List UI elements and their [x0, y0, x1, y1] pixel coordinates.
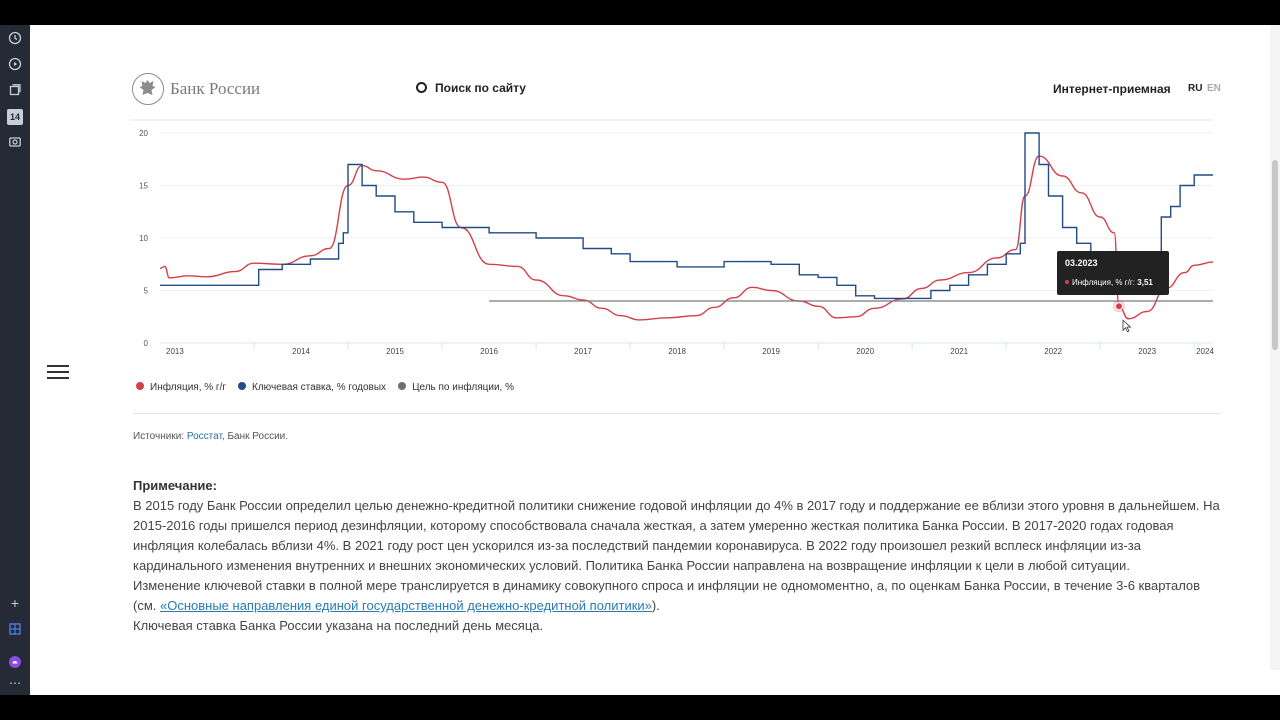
chart-legend: [136, 382, 526, 393]
eagle-emblem-icon: [132, 73, 164, 105]
x-tick-label: 2022: [1044, 347, 1063, 356]
y-tick-label: 10: [139, 234, 148, 243]
legend-label: Цель по инфляции, %: [412, 382, 514, 393]
tooltip-value: 3,51: [1137, 278, 1153, 287]
y-tick-label: 0: [143, 339, 148, 348]
y-tick-label: 20: [139, 129, 148, 138]
x-tick-label: 2020: [856, 347, 875, 356]
search-label: Поиск по сайту: [435, 81, 526, 95]
x-tick-label: 2021: [950, 347, 969, 356]
play-icon[interactable]: [7, 57, 23, 73]
tooltip-row: [1065, 278, 1153, 287]
tooltip-date: 03.2023: [1065, 258, 1098, 268]
x-tick-label: 2015: [386, 347, 404, 356]
legend-item[interactable]: [136, 382, 226, 393]
note-title: Примечание:: [133, 478, 217, 493]
legend-swatch: [238, 382, 246, 390]
sources-line: [133, 431, 288, 442]
highlight-point: [1115, 303, 1122, 310]
logo-text: Банк России: [170, 79, 261, 98]
sources-prefix: Источники:: [133, 431, 185, 442]
x-tick-label: 2019: [762, 347, 781, 356]
note-paragraph-2: [133, 576, 1223, 616]
mouse-cursor-icon: [1123, 320, 1131, 332]
more-icon[interactable]: ⋯: [9, 676, 21, 690]
chart-svg: [130, 120, 1220, 365]
browser-sidebar: [0, 25, 30, 695]
tooltip-series-dot: [1065, 280, 1069, 284]
hamburger-menu-icon[interactable]: [47, 365, 69, 379]
chart-tooltip: [1057, 251, 1169, 295]
x-tick-label: 2017: [574, 347, 592, 356]
x-tick-label: 2014: [292, 347, 310, 356]
x-tick-label: 2018: [668, 347, 686, 356]
y-tick-label: 5: [143, 286, 148, 296]
tooltip-label: Инфляция, % г/г:: [1072, 278, 1136, 287]
page-content: [30, 25, 1270, 670]
scrollbar-thumb[interactable]: [1272, 160, 1278, 350]
legend-swatch: [398, 382, 406, 390]
x-tick-label: 2013: [166, 347, 184, 356]
note-block: [133, 476, 1223, 636]
page-scrollbar[interactable]: [1270, 25, 1280, 670]
rosstat-link[interactable]: Росстат: [186, 431, 222, 442]
monetary-policy-guidelines-link[interactable]: «Основные направления единой государственной денежно-кредитной политики»: [160, 598, 652, 613]
collections-icon[interactable]: [7, 83, 23, 99]
note-paragraph-1: В 2015 году Банк России определил целью денежно-кредитной политики снижение годовой инфляции до 4% в 2017 году и поддержание ее вблизи этого уровня в дальнейшем. На 2015-2016 годы пришелся период дезинфляции, которому способствовала сначала жесткая, а затем умеренно жесткая политика Банка России. В 2017-2020 годах годовая инфляция колебалась вблизи 4%. В 2021 году рост цен ускорился из-за последствий пандемии коронавируса. В 2022 году произошел резкий всплеск инфляции из-за кардинального изменения внутренних и внешних экономических условий. Политика Банка России направлена на возвращение инфляции к цели в любой ситуации.: [133, 498, 1220, 573]
legend-label: Ключевая ставка, % годовых: [252, 382, 387, 393]
x-tick-label: 2024: [1196, 347, 1214, 356]
alice-icon[interactable]: [7, 655, 23, 671]
legend-item[interactable]: [398, 382, 514, 393]
legend-item[interactable]: [238, 382, 386, 393]
apps-grid-icon[interactable]: [7, 622, 23, 638]
legend-label: Инфляция, % г/г: [150, 382, 226, 393]
note-paragraph-3: Ключевая ставка Банка России указана на последний день месяца.: [133, 618, 544, 633]
key-rate-line: [160, 133, 1213, 298]
site-search-button[interactable]: [416, 81, 526, 95]
add-icon[interactable]: +: [10, 595, 20, 611]
note-p2-text: Изменение ключевой ставки в полной мере транслируется в динамику совокупного спроса и инфляции не одномоментно, а, по оценкам Банка России, в течение 3-6 кварталов (см.: [133, 578, 1201, 613]
history-icon[interactable]: [7, 31, 23, 47]
screenshot-icon[interactable]: [7, 135, 23, 151]
x-tick-label: 2023: [1138, 347, 1157, 356]
lang-ru-button[interactable]: RU: [1188, 83, 1203, 94]
x-tick-label: 2016: [480, 347, 498, 356]
legend-swatch: [136, 382, 144, 390]
lang-en-button[interactable]: EN: [1207, 83, 1221, 94]
search-icon: [416, 82, 427, 93]
note-p2-end: ).: [651, 598, 660, 613]
y-tick-label: 15: [139, 181, 148, 191]
sources-rest: , Банк России.: [221, 431, 289, 442]
divider: [133, 413, 1220, 414]
internet-reception-link[interactable]: Интернет-приемная: [1053, 82, 1171, 96]
calendar-icon[interactable]: 14: [7, 109, 23, 125]
rate-inflation-chart: [130, 120, 1220, 365]
